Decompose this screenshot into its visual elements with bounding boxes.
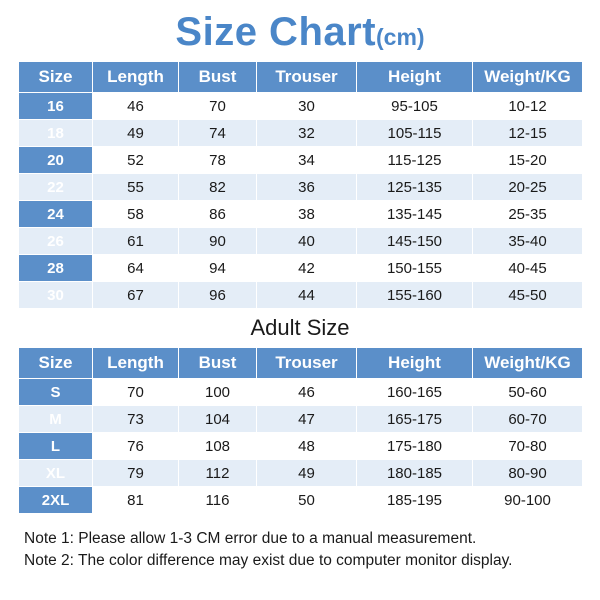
cell-weight: 90-100: [473, 487, 583, 514]
page-title: [18, 0, 582, 61]
cell-trouser: 36: [257, 174, 357, 201]
table-row: [19, 406, 583, 433]
cell-size: 30: [19, 282, 93, 309]
column-header-trouser: Trouser: [257, 348, 357, 379]
note-line-2: Note 2: The color difference may exist due to computer monitor display.: [24, 552, 513, 569]
cell-trouser: 47: [257, 406, 357, 433]
column-header-height: Height: [357, 348, 473, 379]
page-title-unit: (cm): [376, 24, 425, 50]
cell-trouser: 38: [257, 201, 357, 228]
cell-height: 185-195: [357, 487, 473, 514]
column-header-bust: Bust: [179, 62, 257, 93]
cell-weight: 10-12: [473, 93, 583, 120]
cell-length: 61: [93, 228, 179, 255]
cell-height: 150-155: [357, 255, 473, 282]
cell-length: 79: [93, 460, 179, 487]
table-row: [19, 228, 583, 255]
adult-size-caption: Adult Size: [250, 315, 350, 340]
cell-trouser: 44: [257, 282, 357, 309]
column-header-size: Size: [19, 62, 93, 93]
cell-height: 155-160: [357, 282, 473, 309]
kids-size-table: [18, 61, 583, 309]
cell-trouser: 34: [257, 147, 357, 174]
cell-size: 26: [19, 228, 93, 255]
cell-weight: 80-90: [473, 460, 583, 487]
cell-height: 160-165: [357, 379, 473, 406]
cell-size: 28: [19, 255, 93, 282]
cell-length: 76: [93, 433, 179, 460]
table-row: [19, 147, 583, 174]
cell-height: 105-115: [357, 120, 473, 147]
cell-height: 175-180: [357, 433, 473, 460]
cell-trouser: 46: [257, 379, 357, 406]
table-row: [19, 174, 583, 201]
cell-height: 145-150: [357, 228, 473, 255]
cell-trouser: 32: [257, 120, 357, 147]
cell-size: 22: [19, 174, 93, 201]
table-row: [19, 201, 583, 228]
cell-bust: 104: [179, 406, 257, 433]
column-header-weight: Weight/KG: [473, 62, 583, 93]
table-header-row: [19, 62, 583, 93]
cell-bust: 108: [179, 433, 257, 460]
cell-length: 52: [93, 147, 179, 174]
cell-length: 64: [93, 255, 179, 282]
cell-size: 20: [19, 147, 93, 174]
page-title-main: Size Chart: [175, 10, 377, 54]
table-row: [19, 93, 583, 120]
table-row: [19, 379, 583, 406]
cell-height: 165-175: [357, 406, 473, 433]
notes-section: [18, 514, 582, 572]
table-row: [19, 433, 583, 460]
cell-weight: 15-20: [473, 147, 583, 174]
adult-size-table: [18, 347, 583, 514]
cell-weight: 25-35: [473, 201, 583, 228]
cell-bust: 116: [179, 487, 257, 514]
cell-length: 73: [93, 406, 179, 433]
cell-bust: 100: [179, 379, 257, 406]
cell-length: 67: [93, 282, 179, 309]
table-row: [19, 120, 583, 147]
cell-bust: 70: [179, 93, 257, 120]
cell-bust: 112: [179, 460, 257, 487]
cell-trouser: 50: [257, 487, 357, 514]
cell-length: 70: [93, 379, 179, 406]
cell-bust: 82: [179, 174, 257, 201]
column-header-size: Size: [19, 348, 93, 379]
cell-size: M: [19, 406, 93, 433]
table-row: [19, 282, 583, 309]
column-header-bust: Bust: [179, 348, 257, 379]
cell-weight: 50-60: [473, 379, 583, 406]
cell-height: 115-125: [357, 147, 473, 174]
column-header-length: Length: [93, 348, 179, 379]
cell-bust: 96: [179, 282, 257, 309]
cell-weight: 35-40: [473, 228, 583, 255]
cell-height: 125-135: [357, 174, 473, 201]
note-line-1: Note 1: Please allow 1-3 CM error due to a manual measurement.: [24, 530, 477, 547]
cell-bust: 86: [179, 201, 257, 228]
cell-bust: 90: [179, 228, 257, 255]
cell-length: 58: [93, 201, 179, 228]
cell-weight: 60-70: [473, 406, 583, 433]
cell-size: 18: [19, 120, 93, 147]
cell-trouser: 30: [257, 93, 357, 120]
cell-trouser: 42: [257, 255, 357, 282]
cell-size: 16: [19, 93, 93, 120]
cell-size: XL: [19, 460, 93, 487]
cell-size: 24: [19, 201, 93, 228]
cell-height: 135-145: [357, 201, 473, 228]
column-header-trouser: Trouser: [257, 62, 357, 93]
cell-length: 55: [93, 174, 179, 201]
cell-weight: 20-25: [473, 174, 583, 201]
cell-size: 2XL: [19, 487, 93, 514]
column-header-height: Height: [357, 62, 473, 93]
cell-bust: 74: [179, 120, 257, 147]
cell-length: 49: [93, 120, 179, 147]
table-header-row: [19, 348, 583, 379]
cell-length: 81: [93, 487, 179, 514]
cell-trouser: 40: [257, 228, 357, 255]
cell-bust: 94: [179, 255, 257, 282]
cell-height: 95-105: [357, 93, 473, 120]
cell-weight: 45-50: [473, 282, 583, 309]
cell-size: L: [19, 433, 93, 460]
table-row: [19, 460, 583, 487]
cell-weight: 40-45: [473, 255, 583, 282]
table-row: [19, 255, 583, 282]
cell-weight: 12-15: [473, 120, 583, 147]
cell-length: 46: [93, 93, 179, 120]
cell-bust: 78: [179, 147, 257, 174]
table-row: [19, 487, 583, 514]
cell-size: S: [19, 379, 93, 406]
cell-height: 180-185: [357, 460, 473, 487]
column-header-weight: Weight/KG: [473, 348, 583, 379]
cell-trouser: 48: [257, 433, 357, 460]
cell-trouser: 49: [257, 460, 357, 487]
column-header-length: Length: [93, 62, 179, 93]
cell-weight: 70-80: [473, 433, 583, 460]
